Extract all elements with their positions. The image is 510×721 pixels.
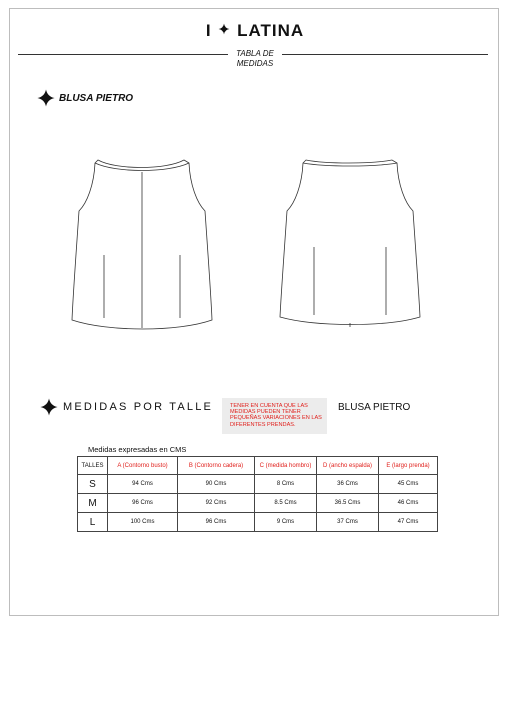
- brand-right: LATINA: [237, 21, 305, 40]
- section-title: [37, 89, 133, 107]
- table-row: [78, 475, 438, 494]
- document-title: [0, 49, 510, 69]
- table-cell: 92 Cms: [178, 494, 255, 513]
- header-d: D (ancho espalda): [317, 457, 379, 475]
- size-section-heading: [40, 398, 213, 416]
- document-title-line2: MEDIDAS: [236, 59, 274, 68]
- header-e: E (largo prenda): [379, 457, 438, 475]
- table-cell: 9 Cms: [255, 513, 317, 532]
- front-view-sketch: [68, 155, 216, 335]
- table-cell: 8 Cms: [255, 475, 317, 494]
- table-cell: 47 Cms: [379, 513, 438, 532]
- table-row: [78, 494, 438, 513]
- table-cell: 94 Cms: [108, 475, 178, 494]
- header-c: C (medida hombro): [255, 457, 317, 475]
- document-title-line1: TABLA DE: [236, 49, 274, 58]
- four-point-star-icon: [218, 23, 230, 35]
- brand-logo: [0, 21, 510, 41]
- table-row: [78, 513, 438, 532]
- size-cell: M: [78, 494, 108, 513]
- table-cell: 37 Cms: [317, 513, 379, 532]
- table-caption: Medidas expresadas en CMS: [88, 445, 187, 454]
- table-cell: 45 Cms: [379, 475, 438, 494]
- size-table: [77, 456, 438, 532]
- table-cell: 36 Cms: [317, 475, 379, 494]
- table-cell: 90 Cms: [178, 475, 255, 494]
- four-point-star-icon: [37, 89, 55, 107]
- variation-note: TENER EN CUENTA QUE LAS MEDIDAS PUEDEN TENER PEQUEÑAS VARIACIONES EN LAS DIFERENTES PRENDAS.: [222, 398, 327, 434]
- table-cell: 100 Cms: [108, 513, 178, 532]
- header-b: B (Contorno cadera): [178, 457, 255, 475]
- size-section-label: MEDIDAS POR TALLE: [63, 401, 214, 413]
- header-talles: TALLES: [78, 457, 108, 475]
- garment-name: BLUSA PIETRO: [338, 402, 411, 413]
- back-view-sketch: [276, 155, 424, 335]
- size-cell: S: [78, 475, 108, 494]
- table-cell: 96 Cms: [108, 494, 178, 513]
- size-cell: L: [78, 513, 108, 532]
- table-cell: 46 Cms: [379, 494, 438, 513]
- table-cell: 8.5 Cms: [255, 494, 317, 513]
- section-title-text: BLUSA PIETRO: [59, 92, 134, 104]
- table-cell: 36.5 Cms: [317, 494, 379, 513]
- table-cell: 96 Cms: [178, 513, 255, 532]
- brand-left: I: [205, 21, 212, 40]
- header-a: A (Contorno busto): [108, 457, 178, 475]
- table-header-row: [78, 457, 438, 475]
- four-point-star-icon: [40, 398, 58, 416]
